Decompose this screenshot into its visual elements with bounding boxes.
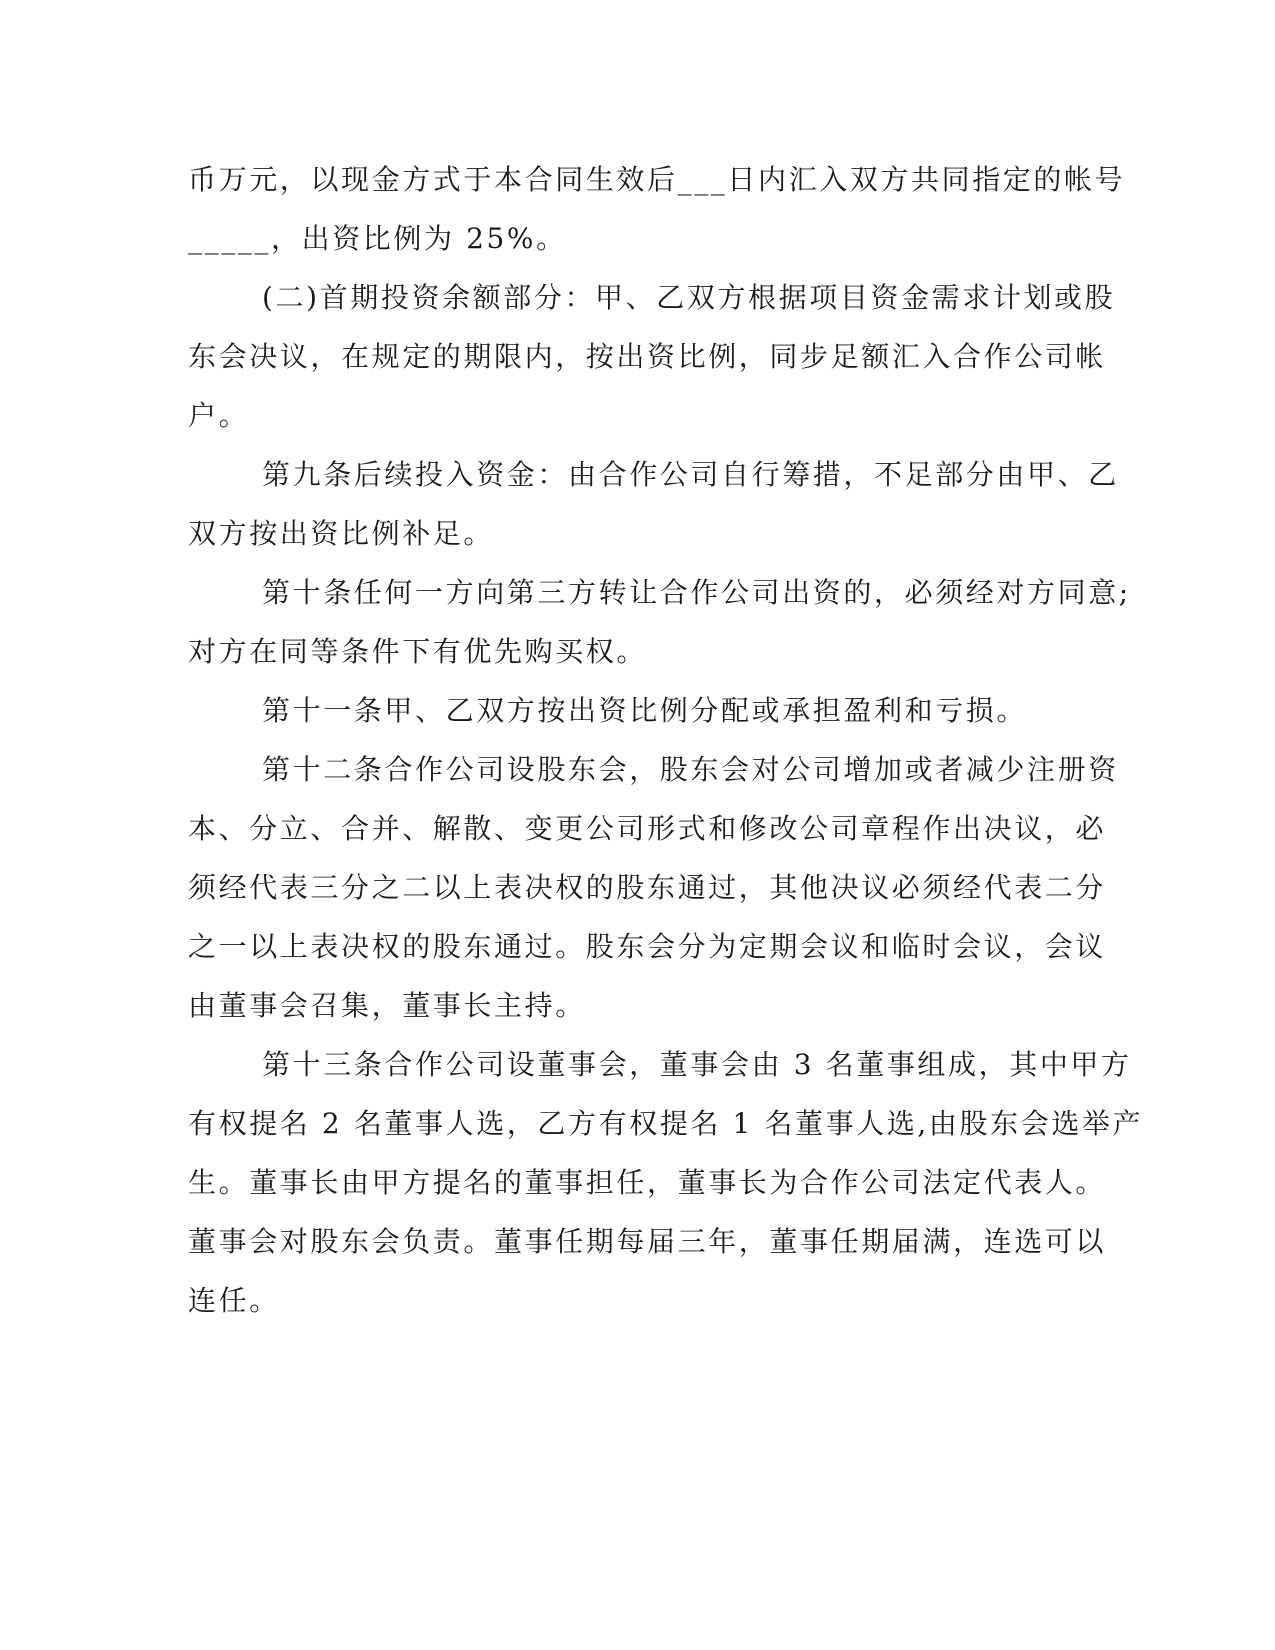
text-line: 对方在同等条件下有优先购买权。 [188, 635, 648, 668]
text-line: 第十三条合作公司设董事会，董事会由 3 名董事组成，其中甲方 [262, 1048, 1132, 1081]
text-line: 董事会对股东会负责。董事任期每届三年，董事任期届满，连选可以 [188, 1225, 1107, 1258]
text-line: 本、分立、合并、解散、变更公司形式和修改公司章程作出决议，必 [188, 812, 1107, 845]
text-line: (二)首期投资余额部分：甲、乙双方根据项目资金需求计划或股 [262, 281, 1116, 314]
text-line: 生。董事长由甲方提名的董事担任，董事长为合作公司法定代表人。 [188, 1166, 1107, 1199]
text-line: 须经代表三分之二以上表决权的股东通过，其他决议必须经代表二分 [188, 871, 1107, 904]
text-line: 由董事会召集，董事长主持。 [188, 989, 586, 1022]
text-line: 有权提名 2 名董事人选，乙方有权提名 1 名董事人选,由股东会选举产 [188, 1107, 1144, 1140]
text-line: 双方按出资比例补足。 [188, 517, 495, 550]
text-line: 第十二条合作公司设股东会，股东会对公司增加或者减少注册资 [262, 753, 1119, 786]
text-line: 东会决议，在规定的期限内，按出资比例，同步足额汇入合作公司帐 [188, 340, 1107, 373]
text-line: _____，出资比例为 25%。 [188, 222, 567, 255]
text-line: 连任。 [188, 1284, 280, 1317]
text-line: 第十条任何一方向第三方转让合作公司出资的，必须经对方同意; [262, 576, 1131, 609]
text-line: 户。 [188, 399, 250, 432]
text-line: 第九条后续投入资金：由合作公司自行筹措，不足部分由甲、乙 [262, 458, 1119, 491]
text-line: 第十一条甲、乙双方按出资比例分配或承担盈利和亏损。 [262, 694, 1028, 727]
text-line: 之一以上表决权的股东通过。股东会分为定期会议和临时会议，会议 [188, 930, 1107, 963]
text-line: 币万元，以现金方式于本合同生效后___日内汇入双方共同指定的帐号 [188, 163, 1126, 196]
